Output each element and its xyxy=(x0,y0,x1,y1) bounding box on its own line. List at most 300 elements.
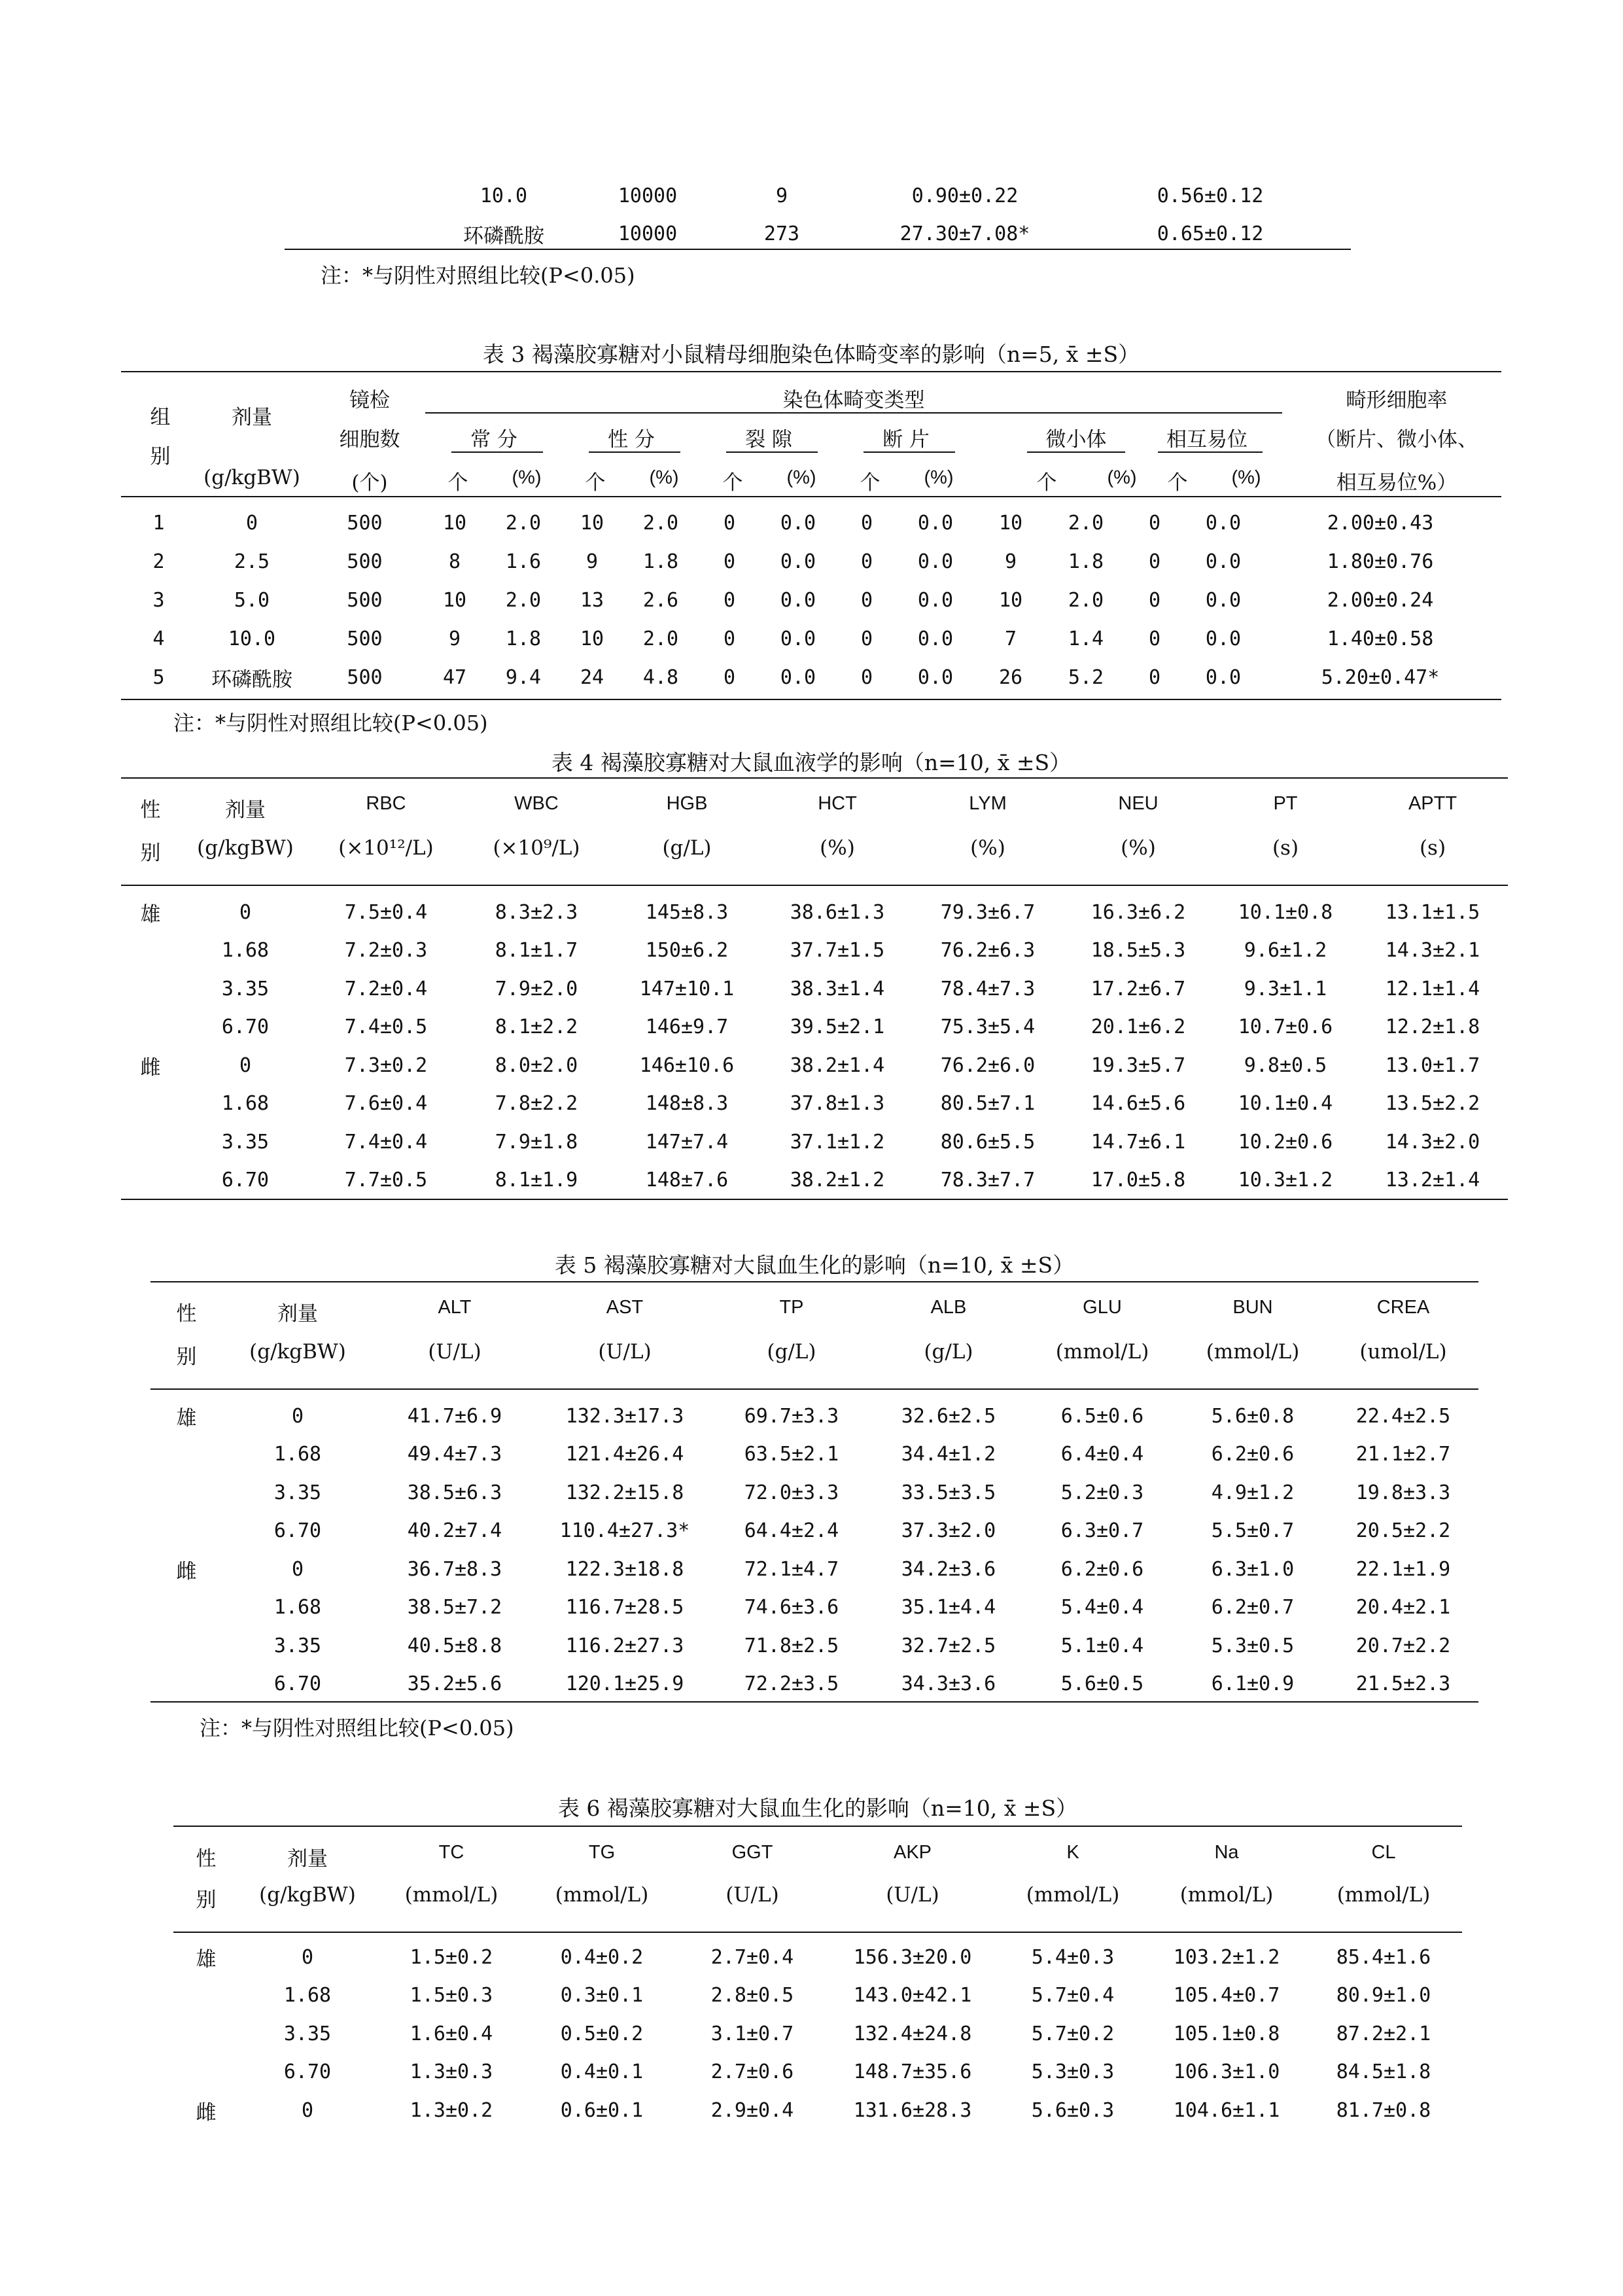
column-header-unit: (mmol/L) xyxy=(1179,1883,1274,1907)
column-header: APTT xyxy=(1408,793,1457,814)
table-cell: 0.0 xyxy=(780,666,816,689)
table-cell: 10 xyxy=(442,512,467,535)
column-header-unit: (%) xyxy=(970,836,1005,860)
table-cell: 0 xyxy=(860,550,873,573)
table-bottom-rule xyxy=(121,1199,1508,1200)
table-cell: 0.65±0.12 xyxy=(1157,222,1264,245)
table-cell: 7.9±2.0 xyxy=(495,977,578,1000)
table-cell: 0 xyxy=(723,589,736,612)
header-rule xyxy=(451,451,543,453)
table-cell: 147±7.4 xyxy=(645,1130,729,1154)
column-header: 畸形细胞率 xyxy=(1346,389,1448,412)
table-cell: 1.68 xyxy=(273,1596,322,1619)
column-header: 染色体畸变类型 xyxy=(782,389,925,412)
table-cell: 38.2±1.2 xyxy=(790,1169,885,1192)
table-cell: 5.6±0.3 xyxy=(1031,2098,1115,2122)
table-cell: 20.5±2.2 xyxy=(1355,1519,1451,1543)
table-cell: 3.35 xyxy=(221,977,270,1000)
table-cell: 120.1±25.9 xyxy=(565,1672,684,1696)
table-cell: 131.6±28.3 xyxy=(853,2098,972,2122)
table2-body xyxy=(432,177,1335,253)
sex-cell: 雄 xyxy=(140,902,161,927)
column-header-unit: (mmol/L) xyxy=(1336,1883,1431,1907)
table-top-rule xyxy=(121,777,1508,779)
table-cell: 38.5±6.3 xyxy=(407,1481,502,1504)
table-cell: 0.0 xyxy=(1205,512,1242,535)
table-cell: 0.0 xyxy=(1205,550,1242,573)
column-header-unit: (mmol/L) xyxy=(1026,1883,1120,1907)
table-cell: 7.9±1.8 xyxy=(495,1130,578,1154)
table-cell: 40.5±8.8 xyxy=(407,1634,502,1657)
table-cell: 6.2±0.6 xyxy=(1060,1557,1144,1581)
table-cell: 122.3±18.8 xyxy=(565,1557,684,1581)
table-cell: 0 xyxy=(860,589,873,612)
table-cell: 27.30±7.08* xyxy=(899,222,1030,245)
table-cell: 2.0 xyxy=(642,512,679,535)
table-cell: 7.7±0.5 xyxy=(344,1169,428,1192)
table5-rows xyxy=(150,1397,1478,1703)
column-header-count: 个 xyxy=(860,471,881,495)
sex-cell xyxy=(150,1436,222,1474)
table-cell: 0 xyxy=(860,512,873,535)
table-cell: 2.7±0.4 xyxy=(710,1945,794,1969)
table-row xyxy=(432,215,1335,253)
table-cell: 3.35 xyxy=(273,1634,322,1657)
table-cell: 26 xyxy=(998,666,1023,689)
table-cell: 79.3±6.7 xyxy=(940,900,1036,924)
column-header-unit: (%) xyxy=(820,836,855,860)
table-cell: 80.9±1.0 xyxy=(1336,1984,1431,2007)
table-cell: 1.80±0.76 xyxy=(1327,550,1434,573)
table-cell: 7.4±0.4 xyxy=(344,1130,428,1154)
column-header: 微小体 xyxy=(1045,428,1107,451)
table-cell: 3.35 xyxy=(221,1130,270,1154)
table-cell: 150±6.2 xyxy=(645,939,729,963)
table-cell: 5.2±0.3 xyxy=(1060,1481,1144,1504)
sex-cell xyxy=(150,1474,222,1512)
column-header: HGB xyxy=(666,793,708,814)
table-cell: 6.2±0.6 xyxy=(1211,1443,1295,1466)
column-header-unit: (U/L) xyxy=(886,1883,939,1907)
table-row xyxy=(173,2053,1462,2092)
column-header-count: 个 xyxy=(722,471,743,495)
table-note: 注：*与阴性对照组比较(P<0.05) xyxy=(173,711,488,735)
table-cell: 8.1±2.2 xyxy=(495,1016,578,1039)
column-header: BUN xyxy=(1232,1297,1273,1318)
column-header-unit: (U/L) xyxy=(725,1883,779,1907)
table-cell: 1.68 xyxy=(283,1984,332,2007)
table-cell: 5.6±0.8 xyxy=(1211,1404,1295,1428)
column-header-unit: (umol/L) xyxy=(1359,1340,1447,1364)
table-cell: 6.2±0.7 xyxy=(1211,1596,1295,1619)
table-row xyxy=(121,1085,1508,1123)
column-header: GGT xyxy=(731,1842,773,1863)
table-cell: 6.70 xyxy=(273,1519,322,1543)
column-header: 相互易位%） xyxy=(1336,471,1457,495)
table-cell: 145±8.3 xyxy=(645,900,729,924)
column-header: PT xyxy=(1273,793,1298,814)
table-row xyxy=(121,970,1508,1008)
column-header: AKP xyxy=(893,1842,932,1863)
column-header: ALB xyxy=(930,1297,967,1318)
table-top-rule xyxy=(150,1281,1478,1282)
table-cell: 13 xyxy=(580,589,604,612)
column-header-unit: (mmol/L) xyxy=(1206,1340,1300,1364)
column-header: NEU xyxy=(1118,793,1159,814)
table-cell: 38.2±1.4 xyxy=(790,1053,885,1077)
column-header-count: 个 xyxy=(1036,471,1057,495)
table-cell: 0.0 xyxy=(1205,627,1242,650)
table-cell: 0.0 xyxy=(780,512,816,535)
table-cell: 5.3±0.5 xyxy=(1211,1634,1295,1657)
table-cell: 0.6±0.1 xyxy=(560,2098,644,2122)
table-cell: 10.0 xyxy=(228,627,276,650)
table-row xyxy=(121,581,1501,620)
column-header: 剂量 xyxy=(232,406,272,429)
table-cell: 85.4±1.6 xyxy=(1336,1945,1431,1969)
table-cell: 0.56±0.12 xyxy=(1157,184,1264,207)
table-cell: 10 xyxy=(580,627,604,650)
table-cell: 0 xyxy=(301,1945,314,1969)
column-header: 组 xyxy=(150,406,171,429)
column-header: 别 xyxy=(196,1888,217,1912)
table-row xyxy=(121,893,1508,932)
table-cell: 37.1±1.2 xyxy=(790,1130,885,1154)
table-cell: 2.0 xyxy=(1068,589,1104,612)
table-cell: 106.3±1.0 xyxy=(1173,2060,1280,2084)
table6-rows xyxy=(173,1938,1462,2130)
header-rule xyxy=(864,451,955,453)
table-cell: 4.8 xyxy=(642,666,679,689)
table-cell: 80.6±5.5 xyxy=(940,1130,1036,1154)
table-cell: 34.3±3.6 xyxy=(901,1672,996,1696)
table-cell: 6.3±1.0 xyxy=(1211,1557,1295,1581)
sex-cell: 雌 xyxy=(176,1559,197,1583)
table-cell: 0.0 xyxy=(917,666,954,689)
table-cell: 2.00±0.43 xyxy=(1327,512,1434,535)
table-row xyxy=(150,1550,1478,1589)
column-header-pct: (%) xyxy=(1231,467,1261,488)
table-cell: 0.0 xyxy=(917,627,954,650)
table-cell: 78.3±7.7 xyxy=(940,1169,1036,1192)
table-cell: 1.8 xyxy=(505,627,542,650)
table-cell: 34.4±1.2 xyxy=(901,1443,996,1466)
table-cell: 18.5±5.3 xyxy=(1091,939,1186,963)
table-cell: 10.0 xyxy=(480,184,528,207)
table-cell: 147±10.1 xyxy=(639,977,735,1000)
table-cell: 35.1±4.4 xyxy=(901,1596,996,1619)
column-header-count: 个 xyxy=(1167,471,1188,495)
column-header-unit: (×10¹²/L) xyxy=(338,836,434,860)
table-cell: 69.7±3.3 xyxy=(744,1404,839,1428)
column-header-pct: (%) xyxy=(1107,467,1137,488)
table-cell: 38.5±7.2 xyxy=(407,1596,502,1619)
column-header-pct: (%) xyxy=(512,467,542,488)
column-header: CL xyxy=(1371,1842,1396,1863)
table-cell: 148±8.3 xyxy=(645,1092,729,1116)
column-header: CREA xyxy=(1376,1297,1430,1318)
table-cell: 9 xyxy=(448,627,461,650)
table-cell: 2.0 xyxy=(642,627,679,650)
table-cell: 19.8±3.3 xyxy=(1355,1481,1451,1504)
column-header: 相互易位 xyxy=(1166,428,1248,451)
sex-cell: 雌 xyxy=(196,2100,217,2125)
sex-cell: 雄 xyxy=(176,1406,197,1430)
table-cell: 0 xyxy=(723,666,736,689)
table-cell: 3.1±0.7 xyxy=(710,2022,794,2045)
table-cell: 13.2±1.4 xyxy=(1385,1169,1480,1192)
sex-cell xyxy=(121,1161,180,1200)
table-cell: 9 xyxy=(585,550,599,573)
column-header-unit: (mmol/L) xyxy=(404,1883,498,1907)
table-cell: 500 xyxy=(347,550,383,573)
table-row xyxy=(150,1436,1478,1474)
table-cell: 5.4±0.4 xyxy=(1060,1596,1144,1619)
table-cell: 500 xyxy=(347,589,383,612)
table-cell: 9.4 xyxy=(505,666,542,689)
column-header-pct: (%) xyxy=(786,467,816,488)
column-header-count: 个 xyxy=(447,471,468,495)
table-cell: 76.2±6.3 xyxy=(940,939,1036,963)
table-cell: 8.1±1.7 xyxy=(495,939,578,963)
column-header: AST xyxy=(606,1297,644,1318)
table-cell: 0.3±0.1 xyxy=(560,1984,644,2007)
table-cell: 1.5±0.2 xyxy=(410,1945,493,1969)
column-header: 镜检 xyxy=(349,389,390,412)
table-cell: 47 xyxy=(442,666,467,689)
table-cell: 7.2±0.4 xyxy=(344,977,428,1000)
table-cell: 1.8 xyxy=(642,550,679,573)
header-rule xyxy=(1027,451,1125,453)
table-cell: 2.0 xyxy=(505,589,542,612)
header-rule xyxy=(726,451,818,453)
sex-cell xyxy=(121,970,180,1008)
table-cell: 10.2±0.6 xyxy=(1238,1130,1333,1154)
table-cell: 0.0 xyxy=(780,627,816,650)
table-cell: 9.3±1.1 xyxy=(1244,977,1327,1000)
table-cell: 2.6 xyxy=(642,589,679,612)
table-cell: 20.7±2.2 xyxy=(1355,1634,1451,1657)
table-cell: 0 xyxy=(1148,550,1161,573)
column-header: TG xyxy=(588,1842,616,1863)
table-cell: 10.7±0.6 xyxy=(1238,1016,1333,1039)
table5-body xyxy=(150,1397,1478,1703)
table-top-rule xyxy=(173,1826,1462,1827)
table-caption: 表 3 褐藻胶寡糖对小鼠精母细胞染色体畸变率的影响（n=5, x̄ ±S） xyxy=(482,342,1140,367)
table-cell: 148.7±35.6 xyxy=(853,2060,972,2084)
column-header: 性 xyxy=(176,1302,197,1326)
table-cell: 132.4±24.8 xyxy=(853,2022,972,2045)
table-cell: 0 xyxy=(723,627,736,650)
table-cell: 5.0 xyxy=(234,589,270,612)
column-header-unit: (g/L) xyxy=(662,836,712,860)
table-cell: 13.5±2.2 xyxy=(1385,1092,1480,1116)
table-cell: 10 xyxy=(442,589,467,612)
table-cell: 37.3±2.0 xyxy=(901,1519,996,1543)
table-cell: 21.5±2.3 xyxy=(1355,1672,1451,1696)
table-cell: 72.1±4.7 xyxy=(744,1557,839,1581)
table-cell: 6.1±0.9 xyxy=(1211,1672,1295,1696)
header-bottom-rule xyxy=(121,496,1501,497)
table-cell: 1.4 xyxy=(1068,627,1104,650)
table-cell: 8.1±1.9 xyxy=(495,1169,578,1192)
table-cell: 84.5±1.8 xyxy=(1336,2060,1431,2084)
table-cell: 103.2±1.2 xyxy=(1173,1945,1280,1969)
table-cell: 12.1±1.4 xyxy=(1385,977,1480,1000)
column-header: 剂量 xyxy=(287,1847,328,1871)
table-cell: 1.40±0.58 xyxy=(1327,627,1434,650)
column-header-unit: (g/L) xyxy=(924,1340,973,1364)
table-cell: 5.4±0.3 xyxy=(1031,1945,1115,1969)
table-cell: 10.3±1.2 xyxy=(1238,1169,1333,1192)
sex-cell xyxy=(121,1008,180,1047)
column-header: 性 xyxy=(196,1847,217,1871)
table-cell: 0.5±0.2 xyxy=(560,2022,644,2045)
table-cell: 2.0 xyxy=(1068,512,1104,535)
table-cell: 156.3±20.0 xyxy=(853,1945,972,1969)
table-cell: 10.1±0.8 xyxy=(1238,900,1333,924)
table-cell: 116.2±27.3 xyxy=(565,1634,684,1657)
table-cell: 500 xyxy=(347,627,383,650)
table-note: 注：*与阴性对照组比较(P<0.05) xyxy=(200,1716,514,1740)
table-cell: 39.5±2.1 xyxy=(790,1016,885,1039)
table-cell: 9.6±1.2 xyxy=(1244,939,1327,963)
table-cell: 1.3±0.2 xyxy=(410,2098,493,2122)
table-cell: 7.5±0.4 xyxy=(344,900,428,924)
column-header: 常 分 xyxy=(470,428,517,451)
table-cell: 80.5±7.1 xyxy=(940,1092,1036,1116)
table-cell: 37.8±1.3 xyxy=(790,1092,885,1116)
table-cell: 1.68 xyxy=(221,939,270,963)
column-header: GLU xyxy=(1083,1297,1122,1318)
column-header: 剂量 xyxy=(225,798,266,822)
table-cell: 7.4±0.5 xyxy=(344,1016,428,1039)
table-cell: 14.3±2.1 xyxy=(1385,939,1480,963)
table-cell: 22.1±1.9 xyxy=(1355,1557,1451,1581)
table-bottom-rule xyxy=(285,249,1351,250)
table-cell: 0.0 xyxy=(917,512,954,535)
table-cell: 2 xyxy=(152,550,165,573)
table-cell: 0.90±0.22 xyxy=(911,184,1019,207)
table-cell: 146±10.6 xyxy=(639,1053,735,1077)
table-row xyxy=(150,1397,1478,1436)
table-cell: 105.4±0.7 xyxy=(1173,1984,1280,2007)
table-cell: 71.8±2.5 xyxy=(744,1634,839,1657)
table-row xyxy=(121,1046,1508,1085)
table-cell: 32.6±2.5 xyxy=(901,1404,996,1428)
column-header-unit: (%) xyxy=(1121,836,1156,860)
table-cell: 6.3±0.7 xyxy=(1060,1519,1144,1543)
table-cell: 14.7±6.1 xyxy=(1091,1130,1186,1154)
table-caption: 表 5 褐藻胶寡糖对大鼠血生化的影响（n=10, x̄ ±S） xyxy=(554,1252,1075,1278)
table-cell: 1.6 xyxy=(505,550,542,573)
table-caption: 表 6 褐藻胶寡糖对大鼠血生化的影响（n=10, x̄ ±S） xyxy=(557,1795,1078,1821)
table-row xyxy=(173,2015,1462,2053)
table-cell: 19.3±5.7 xyxy=(1091,1053,1186,1077)
table-cell: 1.8 xyxy=(1068,550,1104,573)
table-cell: 41.7±6.9 xyxy=(407,1404,502,1428)
table-row xyxy=(121,504,1501,542)
table-cell: 0 xyxy=(291,1404,304,1428)
table-caption: 表 4 褐藻胶寡糖对大鼠血液学的影响（n=10, x̄ ±S） xyxy=(551,750,1072,775)
table-cell: 0 xyxy=(245,512,258,535)
sex-cell: 雄 xyxy=(196,1947,217,1971)
table-cell: 0.0 xyxy=(917,589,954,612)
table-cell: 10 xyxy=(998,512,1023,535)
table-cell: 7 xyxy=(1004,627,1017,650)
table-row xyxy=(150,1589,1478,1627)
table-cell: 20.1±6.2 xyxy=(1091,1016,1186,1039)
column-header-unit: (U/L) xyxy=(598,1340,652,1364)
table-cell: 75.3±5.4 xyxy=(940,1016,1036,1039)
table-cell: 37.7±1.5 xyxy=(790,939,885,963)
table-cell: 121.4±26.4 xyxy=(565,1443,684,1466)
table-cell: 0 xyxy=(291,1557,304,1581)
table-cell: 273 xyxy=(763,222,800,245)
table-cell: 4.9±1.2 xyxy=(1211,1481,1295,1504)
table-cell: 1.68 xyxy=(221,1092,270,1116)
table-cell: 8.3±2.3 xyxy=(495,900,578,924)
column-header-count: 个 xyxy=(585,471,606,495)
table-cell: 13.0±1.7 xyxy=(1385,1053,1480,1077)
table-cell: 10 xyxy=(998,589,1023,612)
table-cell: 81.7±0.8 xyxy=(1336,2098,1431,2122)
sex-cell: 雌 xyxy=(140,1055,161,1080)
sex-cell xyxy=(150,1512,222,1551)
column-header: (g/kgBW) xyxy=(203,466,300,489)
table-row xyxy=(121,1008,1508,1047)
table-cell: 14.6±5.6 xyxy=(1091,1092,1186,1116)
table-cell: 74.6±3.6 xyxy=(744,1596,839,1619)
table-cell: 0 xyxy=(239,900,252,924)
table-cell: 72.2±3.5 xyxy=(744,1672,839,1696)
column-header: TP xyxy=(779,1297,804,1318)
table-cell: 132.2±15.8 xyxy=(565,1481,684,1504)
table-row xyxy=(173,1977,1462,2015)
table-cell: 5.6±0.5 xyxy=(1060,1672,1144,1696)
header-rule xyxy=(1158,451,1263,453)
table-cell: 13.1±1.5 xyxy=(1385,900,1480,924)
column-header: ALT xyxy=(438,1297,472,1318)
table-cell: 6.70 xyxy=(283,2060,332,2084)
column-header: 别 xyxy=(140,841,161,865)
table-cell: 0 xyxy=(723,550,736,573)
table-top-rule xyxy=(121,371,1501,372)
header-bottom-rule xyxy=(173,1932,1462,1933)
table-cell: 132.3±17.3 xyxy=(565,1404,684,1428)
header-bottom-rule xyxy=(121,885,1508,886)
table-bottom-rule xyxy=(150,1701,1478,1703)
column-header: LYM xyxy=(969,793,1007,814)
table-cell: 110.4±27.3* xyxy=(559,1519,690,1543)
table-cell: 146±9.7 xyxy=(645,1016,729,1039)
table-cell: 72.0±3.3 xyxy=(744,1481,839,1504)
table-cell: 环磷酰胺 xyxy=(463,224,544,248)
table-cell: 116.7±28.5 xyxy=(565,1596,684,1619)
column-header: 裂 隙 xyxy=(745,428,792,451)
table-cell: 8.0±2.0 xyxy=(495,1053,578,1077)
table-cell: 0 xyxy=(239,1053,252,1077)
column-header: (个) xyxy=(351,471,388,495)
table-cell: 32.7±2.5 xyxy=(901,1634,996,1657)
table-cell: 5.7±0.2 xyxy=(1031,2022,1115,2045)
table-cell: 5.5±0.7 xyxy=(1211,1519,1295,1543)
table-row xyxy=(150,1512,1478,1551)
table-cell: 9.8±0.5 xyxy=(1244,1053,1327,1077)
column-header-pct: (%) xyxy=(649,467,679,488)
table-cell: 5.2 xyxy=(1068,666,1104,689)
column-header: K xyxy=(1066,1842,1079,1863)
